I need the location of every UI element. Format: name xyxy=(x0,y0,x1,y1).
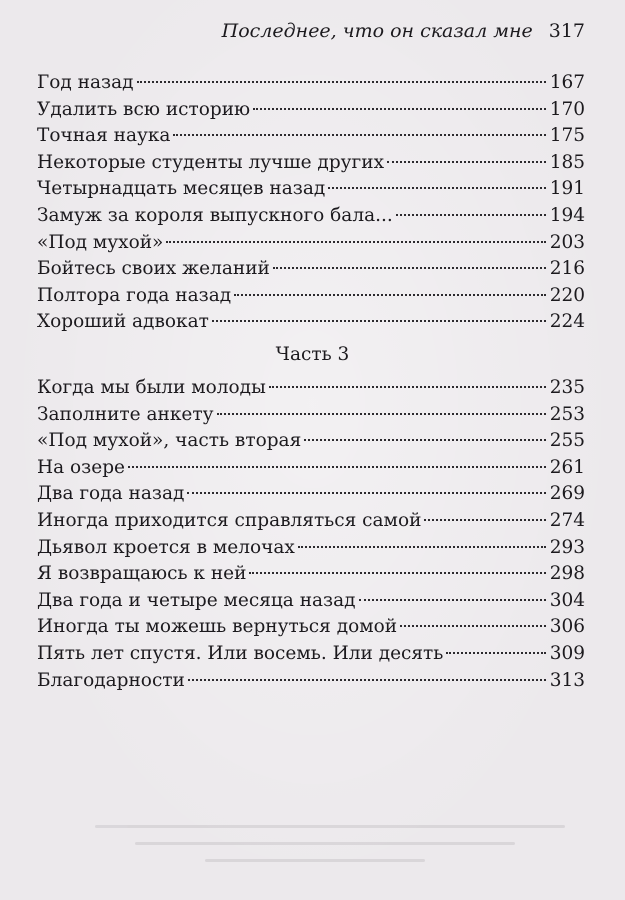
toc-entry-page: 309 xyxy=(549,642,585,664)
toc-entry-page: 203 xyxy=(549,231,585,253)
toc-entry xyxy=(37,283,585,310)
toc-entry xyxy=(37,375,585,402)
dot-leader xyxy=(137,81,546,83)
toc-entry-title: Два года и четыре месяца назад xyxy=(37,589,356,611)
toc-entry-page: 306 xyxy=(549,616,585,638)
toc-entry-title: На озере xyxy=(37,456,126,478)
dot-leader xyxy=(273,267,546,269)
dot-leader xyxy=(128,466,546,468)
toc-entry-page: 298 xyxy=(549,563,585,585)
running-head-page-number: 317 xyxy=(548,20,585,42)
toc-entry-page: 235 xyxy=(549,377,585,398)
toc-entry-page: 261 xyxy=(549,456,585,478)
toc-entry-title: Дьявол кроется в мелочах xyxy=(37,536,295,558)
toc-entry-page: 304 xyxy=(549,589,585,611)
toc-entry-title: Год назад xyxy=(37,72,134,93)
dot-leader xyxy=(298,546,546,548)
toc-list-part-2 xyxy=(37,70,585,336)
toc-entry-page: 220 xyxy=(549,284,585,306)
toc-entry-title: Когда мы были молоды xyxy=(37,377,266,398)
toc-entry-title: Два года назад xyxy=(37,483,185,505)
dot-leader xyxy=(359,599,546,601)
toc-entry-page: 194 xyxy=(549,204,585,226)
dot-leader xyxy=(269,386,546,388)
toc-entry-title: Четырнадцать месяцев назад xyxy=(37,178,326,200)
dot-leader xyxy=(187,492,545,494)
dot-leader xyxy=(166,241,545,243)
part-heading: Часть 3 xyxy=(275,344,350,365)
toc-entry xyxy=(37,309,585,336)
dot-leader xyxy=(173,134,545,136)
running-head-title: Последнее, что он сказал мне xyxy=(221,20,533,42)
toc-entry xyxy=(37,176,585,203)
dot-leader xyxy=(328,187,545,189)
paper-bleed-through xyxy=(95,825,575,885)
toc-entry-title: Замуж за короля выпускного бала... xyxy=(37,204,393,226)
toc-entry-page: 269 xyxy=(549,483,585,505)
toc-entry-title: Некоторые студенты лучше других xyxy=(37,151,385,173)
toc-entry-title: Пять лет спустя. Или восемь. Или десять xyxy=(37,642,444,664)
toc-entry-title: Хороший адвокат xyxy=(37,311,209,333)
toc-entry-title: Полтора года назад xyxy=(37,284,232,306)
toc-entry xyxy=(37,535,585,562)
toc-entry-page: 224 xyxy=(549,311,585,333)
dot-leader xyxy=(424,519,545,521)
toc-entry-page: 216 xyxy=(549,258,585,280)
toc-entry-page: 185 xyxy=(549,151,585,173)
dot-leader xyxy=(253,108,546,110)
toc-entry-title: Точная наука xyxy=(37,125,171,147)
toc-entry xyxy=(37,481,585,508)
toc-entry-page: 167 xyxy=(549,72,585,93)
dot-leader xyxy=(249,572,545,574)
toc-entry xyxy=(37,402,585,429)
toc-entry-page: 274 xyxy=(549,509,585,531)
toc-list-part-3 xyxy=(37,375,585,694)
toc-entry xyxy=(37,97,585,124)
toc-entry xyxy=(37,588,585,615)
toc-entry-title: «Под мухой», часть вторая xyxy=(37,430,302,452)
toc-entry-page: 293 xyxy=(549,536,585,558)
toc-entry xyxy=(37,561,585,588)
toc-entry-page: 175 xyxy=(549,125,585,147)
dot-leader xyxy=(446,652,545,654)
toc-entry xyxy=(37,508,585,535)
toc-entry xyxy=(37,256,585,283)
running-head xyxy=(222,20,585,42)
dot-leader xyxy=(234,294,546,296)
toc-entry-page: 191 xyxy=(549,178,585,200)
toc-entry xyxy=(37,150,585,177)
dot-leader xyxy=(212,320,546,322)
toc-entry xyxy=(37,455,585,482)
dot-leader xyxy=(188,679,546,681)
dot-leader xyxy=(304,439,545,441)
toc-entry-page: 170 xyxy=(549,98,585,120)
toc-entry xyxy=(37,641,585,668)
toc-entry-title: Благодарности xyxy=(37,669,185,691)
dot-leader xyxy=(387,161,546,163)
toc-entry-title: Заполните анкету xyxy=(37,403,214,425)
dot-leader xyxy=(396,214,546,216)
toc-entry-page: 313 xyxy=(549,669,585,691)
toc-entry xyxy=(37,203,585,230)
toc-entry-title: Иногда приходится справляться самой xyxy=(37,509,422,531)
toc-entry-page: 255 xyxy=(549,430,585,452)
toc-entry-title: «Под мухой» xyxy=(37,231,164,253)
toc-entry xyxy=(37,614,585,641)
toc-entry-page: 253 xyxy=(549,403,585,425)
toc-entry-title: Бойтесь своих желаний xyxy=(37,258,270,280)
toc-entry-title: Удалить всю историю xyxy=(37,98,251,120)
dot-leader xyxy=(217,413,546,415)
toc-entry xyxy=(37,428,585,455)
toc-entry-title: Иногда ты можешь вернуться домой xyxy=(37,616,398,638)
dot-leader xyxy=(400,625,546,627)
toc-entry xyxy=(37,123,585,150)
toc-entry xyxy=(37,70,585,97)
toc-entry-title: Я возвращаюсь к ней xyxy=(37,563,247,585)
toc-entry xyxy=(37,230,585,257)
toc-entry xyxy=(37,668,585,695)
